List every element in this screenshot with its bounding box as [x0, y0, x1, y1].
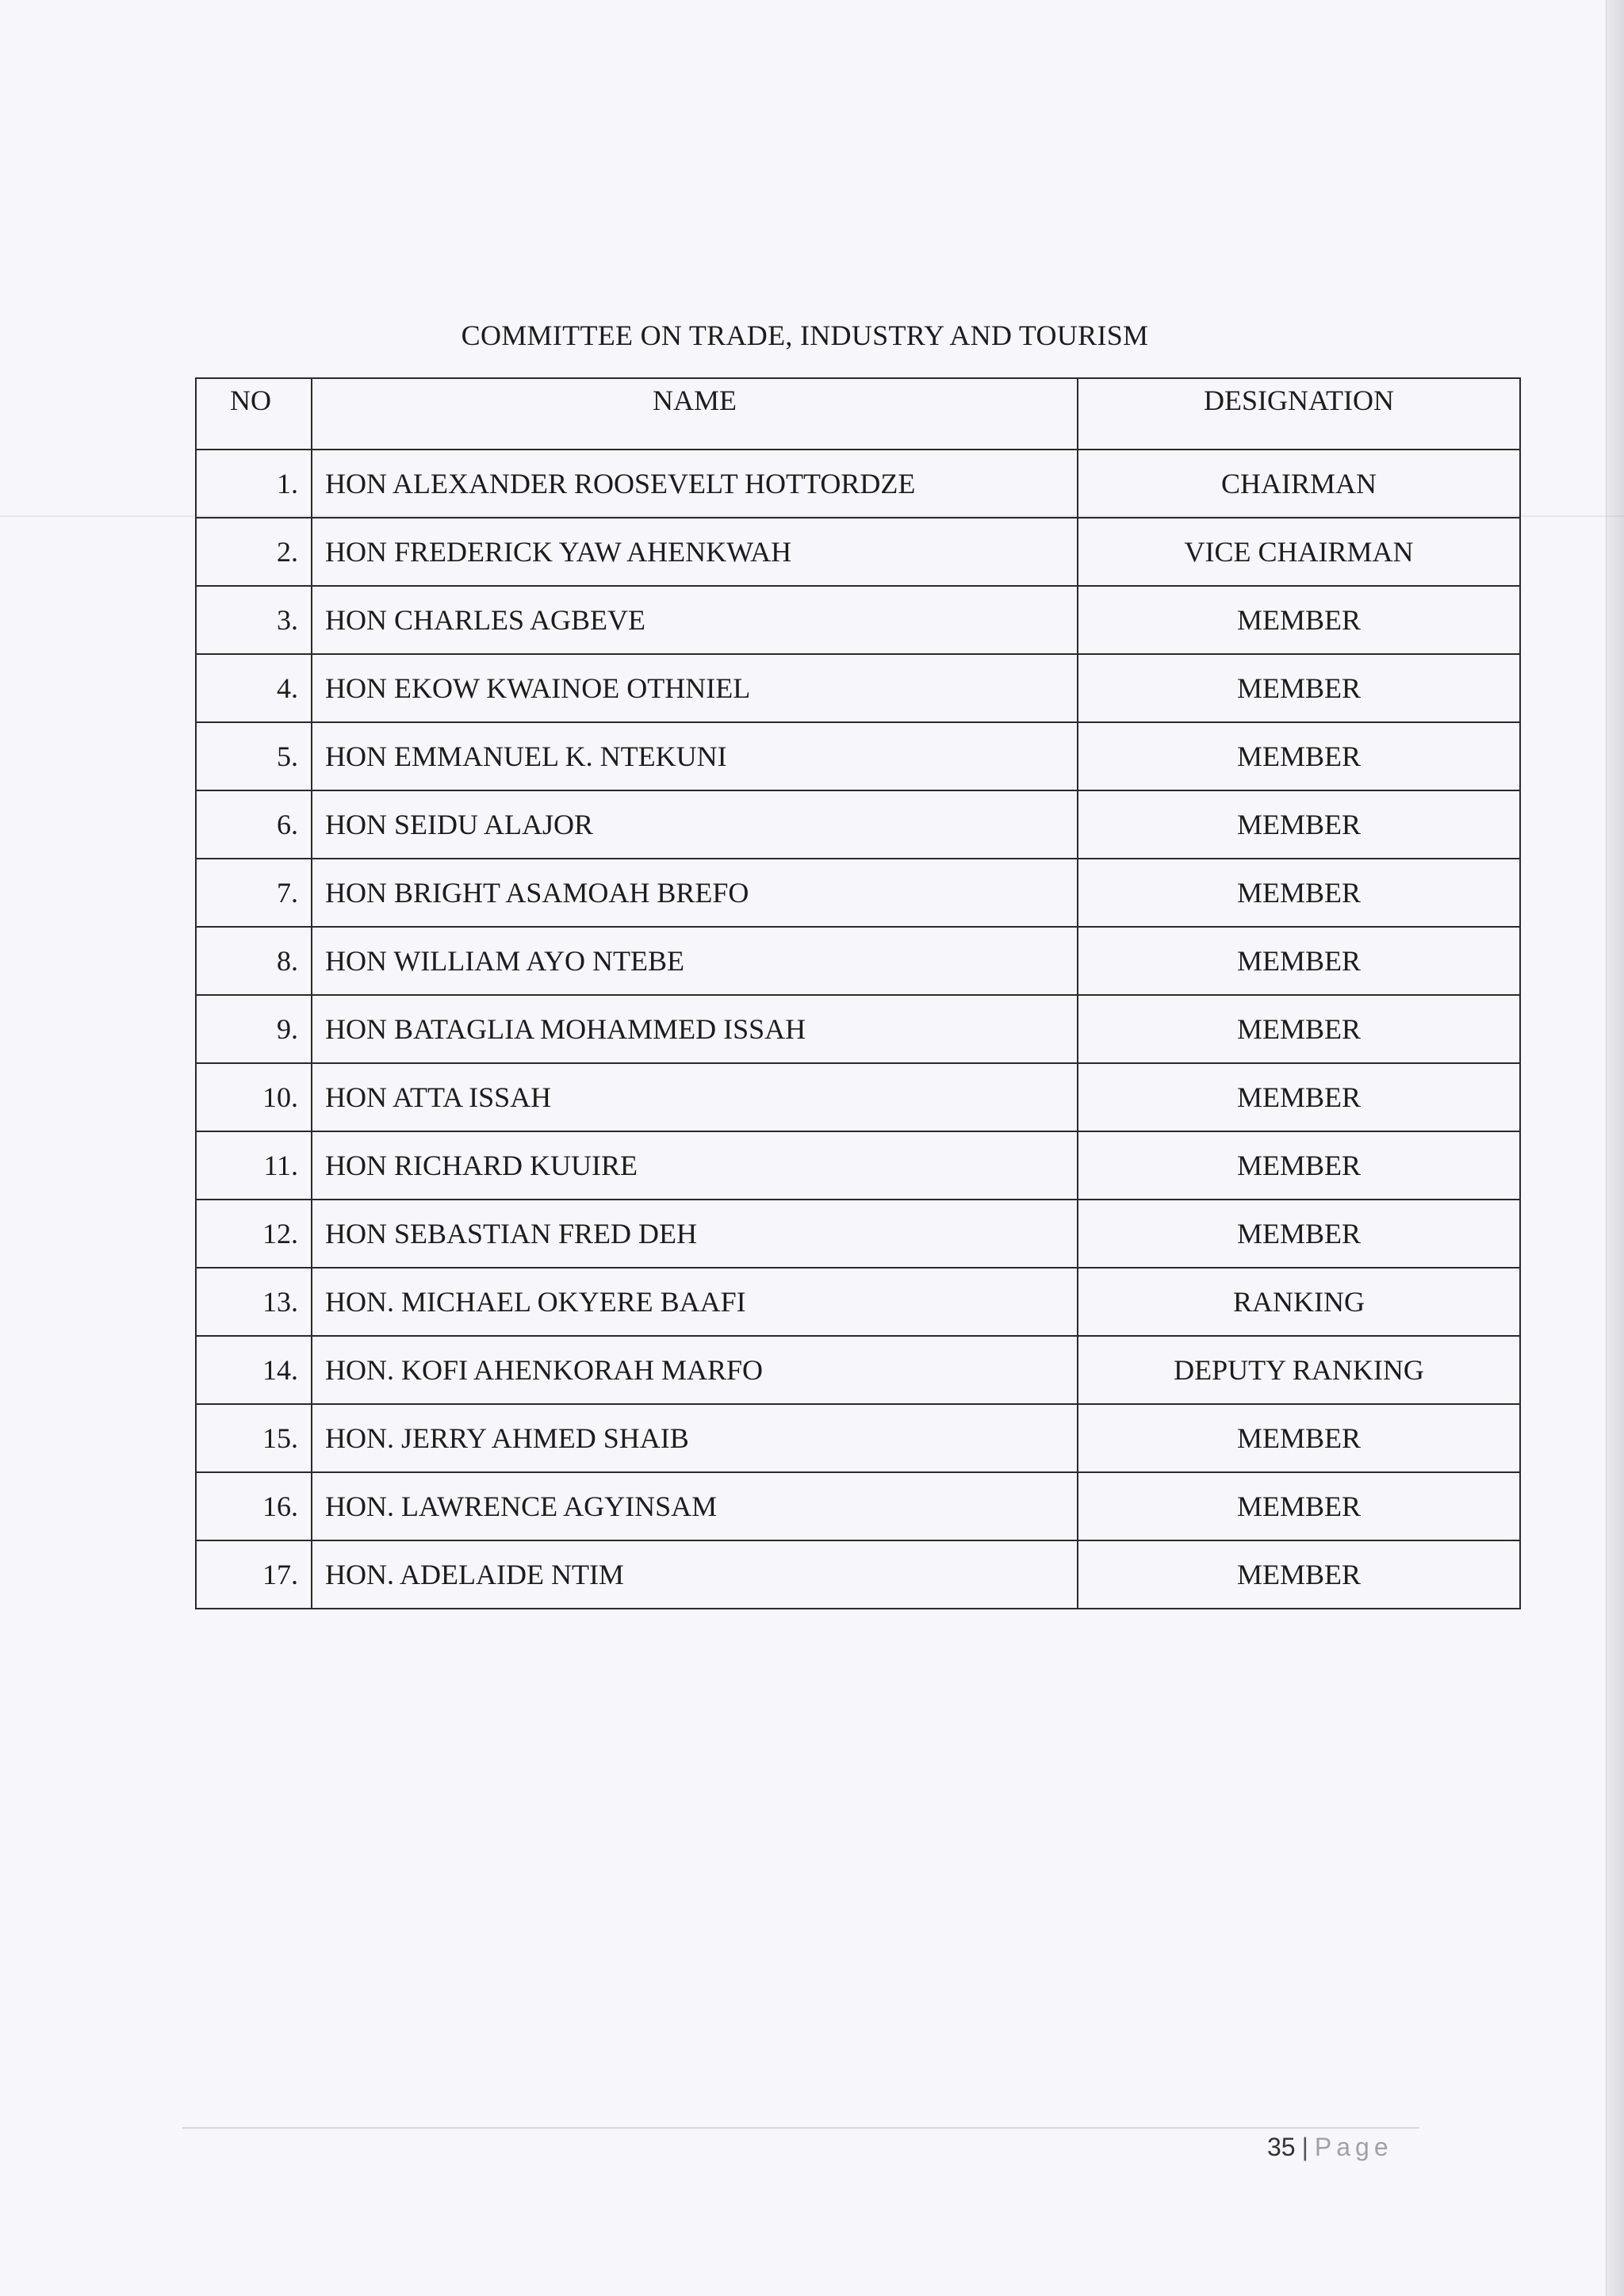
row-number: 12.	[196, 1200, 312, 1268]
page-footer	[1267, 2133, 1393, 2162]
row-number: 1.	[196, 450, 312, 518]
table-row	[196, 1200, 1520, 1268]
member-name: HON ATTA ISSAH	[312, 1063, 1078, 1131]
header-name: NAME	[312, 378, 1078, 450]
header-no: NO	[196, 378, 312, 450]
member-name: HON ALEXANDER ROOSEVELT HOTTORDZE	[312, 450, 1078, 518]
member-name: HON. ADELAIDE NTIM	[312, 1540, 1078, 1609]
member-name: HON. KOFI AHENKORAH MARFO	[312, 1336, 1078, 1404]
member-designation: MEMBER	[1078, 1472, 1520, 1540]
member-name: HON. LAWRENCE AGYINSAM	[312, 1472, 1078, 1540]
member-name: HON RICHARD KUUIRE	[312, 1131, 1078, 1200]
table-row	[196, 1063, 1520, 1131]
member-designation: MEMBER	[1078, 654, 1520, 722]
member-designation: VICE CHAIRMAN	[1078, 518, 1520, 586]
member-name: HON BRIGHT ASAMOAH BREFO	[312, 859, 1078, 927]
member-designation: MEMBER	[1078, 1063, 1520, 1131]
table-row	[196, 1404, 1520, 1472]
member-name: HON. MICHAEL OKYERE BAAFI	[312, 1268, 1078, 1336]
page-number: 35	[1267, 2133, 1296, 2161]
page-title: COMMITTEE ON TRADE, INDUSTRY AND TOURISM	[461, 320, 1149, 351]
table-row	[196, 1131, 1520, 1200]
row-number: 11.	[196, 1131, 312, 1200]
row-number: 7.	[196, 859, 312, 927]
member-designation: MEMBER	[1078, 1131, 1520, 1200]
member-name: HON WILLIAM AYO NTEBE	[312, 927, 1078, 995]
member-designation: MEMBER	[1078, 1200, 1520, 1268]
row-number: 13.	[196, 1268, 312, 1336]
member-name: HON EKOW KWAINOE OTHNIEL	[312, 654, 1078, 722]
member-designation: DEPUTY RANKING	[1078, 1336, 1520, 1404]
member-name: HON CHARLES AGBEVE	[312, 586, 1078, 654]
row-number: 14.	[196, 1336, 312, 1404]
table-row	[196, 1540, 1520, 1609]
member-designation: RANKING	[1078, 1268, 1520, 1336]
row-number: 16.	[196, 1472, 312, 1540]
header-designation: DESIGNATION	[1078, 378, 1520, 450]
footer-rule	[182, 2127, 1419, 2129]
row-number: 9.	[196, 995, 312, 1063]
page-word: Page	[1314, 2133, 1393, 2161]
member-designation: MEMBER	[1078, 1540, 1520, 1609]
row-number: 4.	[196, 654, 312, 722]
member-designation: MEMBER	[1078, 722, 1520, 790]
member-designation: MEMBER	[1078, 927, 1520, 995]
row-number: 6.	[196, 790, 312, 859]
member-designation: MEMBER	[1078, 586, 1520, 654]
table-header-row	[196, 378, 1520, 450]
table-row	[196, 1268, 1520, 1336]
member-designation: MEMBER	[1078, 790, 1520, 859]
table-row	[196, 518, 1520, 586]
row-number: 3.	[196, 586, 312, 654]
table-row	[196, 1336, 1520, 1404]
row-number: 5.	[196, 722, 312, 790]
table-row	[196, 450, 1520, 518]
member-designation: CHAIRMAN	[1078, 450, 1520, 518]
member-designation: MEMBER	[1078, 995, 1520, 1063]
row-number: 8.	[196, 927, 312, 995]
committee-members-table	[195, 377, 1521, 1609]
table-row	[196, 586, 1520, 654]
member-name: HON. JERRY AHMED SHAIB	[312, 1404, 1078, 1472]
member-designation: MEMBER	[1078, 1404, 1520, 1472]
row-number: 10.	[196, 1063, 312, 1131]
member-name: HON FREDERICK YAW AHENKWAH	[312, 518, 1078, 586]
table-row	[196, 859, 1520, 927]
table-row	[196, 1472, 1520, 1540]
table-row	[196, 722, 1520, 790]
row-number: 15.	[196, 1404, 312, 1472]
member-name: HON BATAGLIA MOHAMMED ISSAH	[312, 995, 1078, 1063]
table-row	[196, 995, 1520, 1063]
table-row	[196, 790, 1520, 859]
row-number: 2.	[196, 518, 312, 586]
member-name: HON SEIDU ALAJOR	[312, 790, 1078, 859]
table-row	[196, 654, 1520, 722]
table-row	[196, 927, 1520, 995]
row-number: 17.	[196, 1540, 312, 1609]
member-name: HON SEBASTIAN FRED DEH	[312, 1200, 1078, 1268]
member-name: HON EMMANUEL K. NTEKUNI	[312, 722, 1078, 790]
footer-separator: |	[1301, 2133, 1308, 2161]
member-designation: MEMBER	[1078, 859, 1520, 927]
